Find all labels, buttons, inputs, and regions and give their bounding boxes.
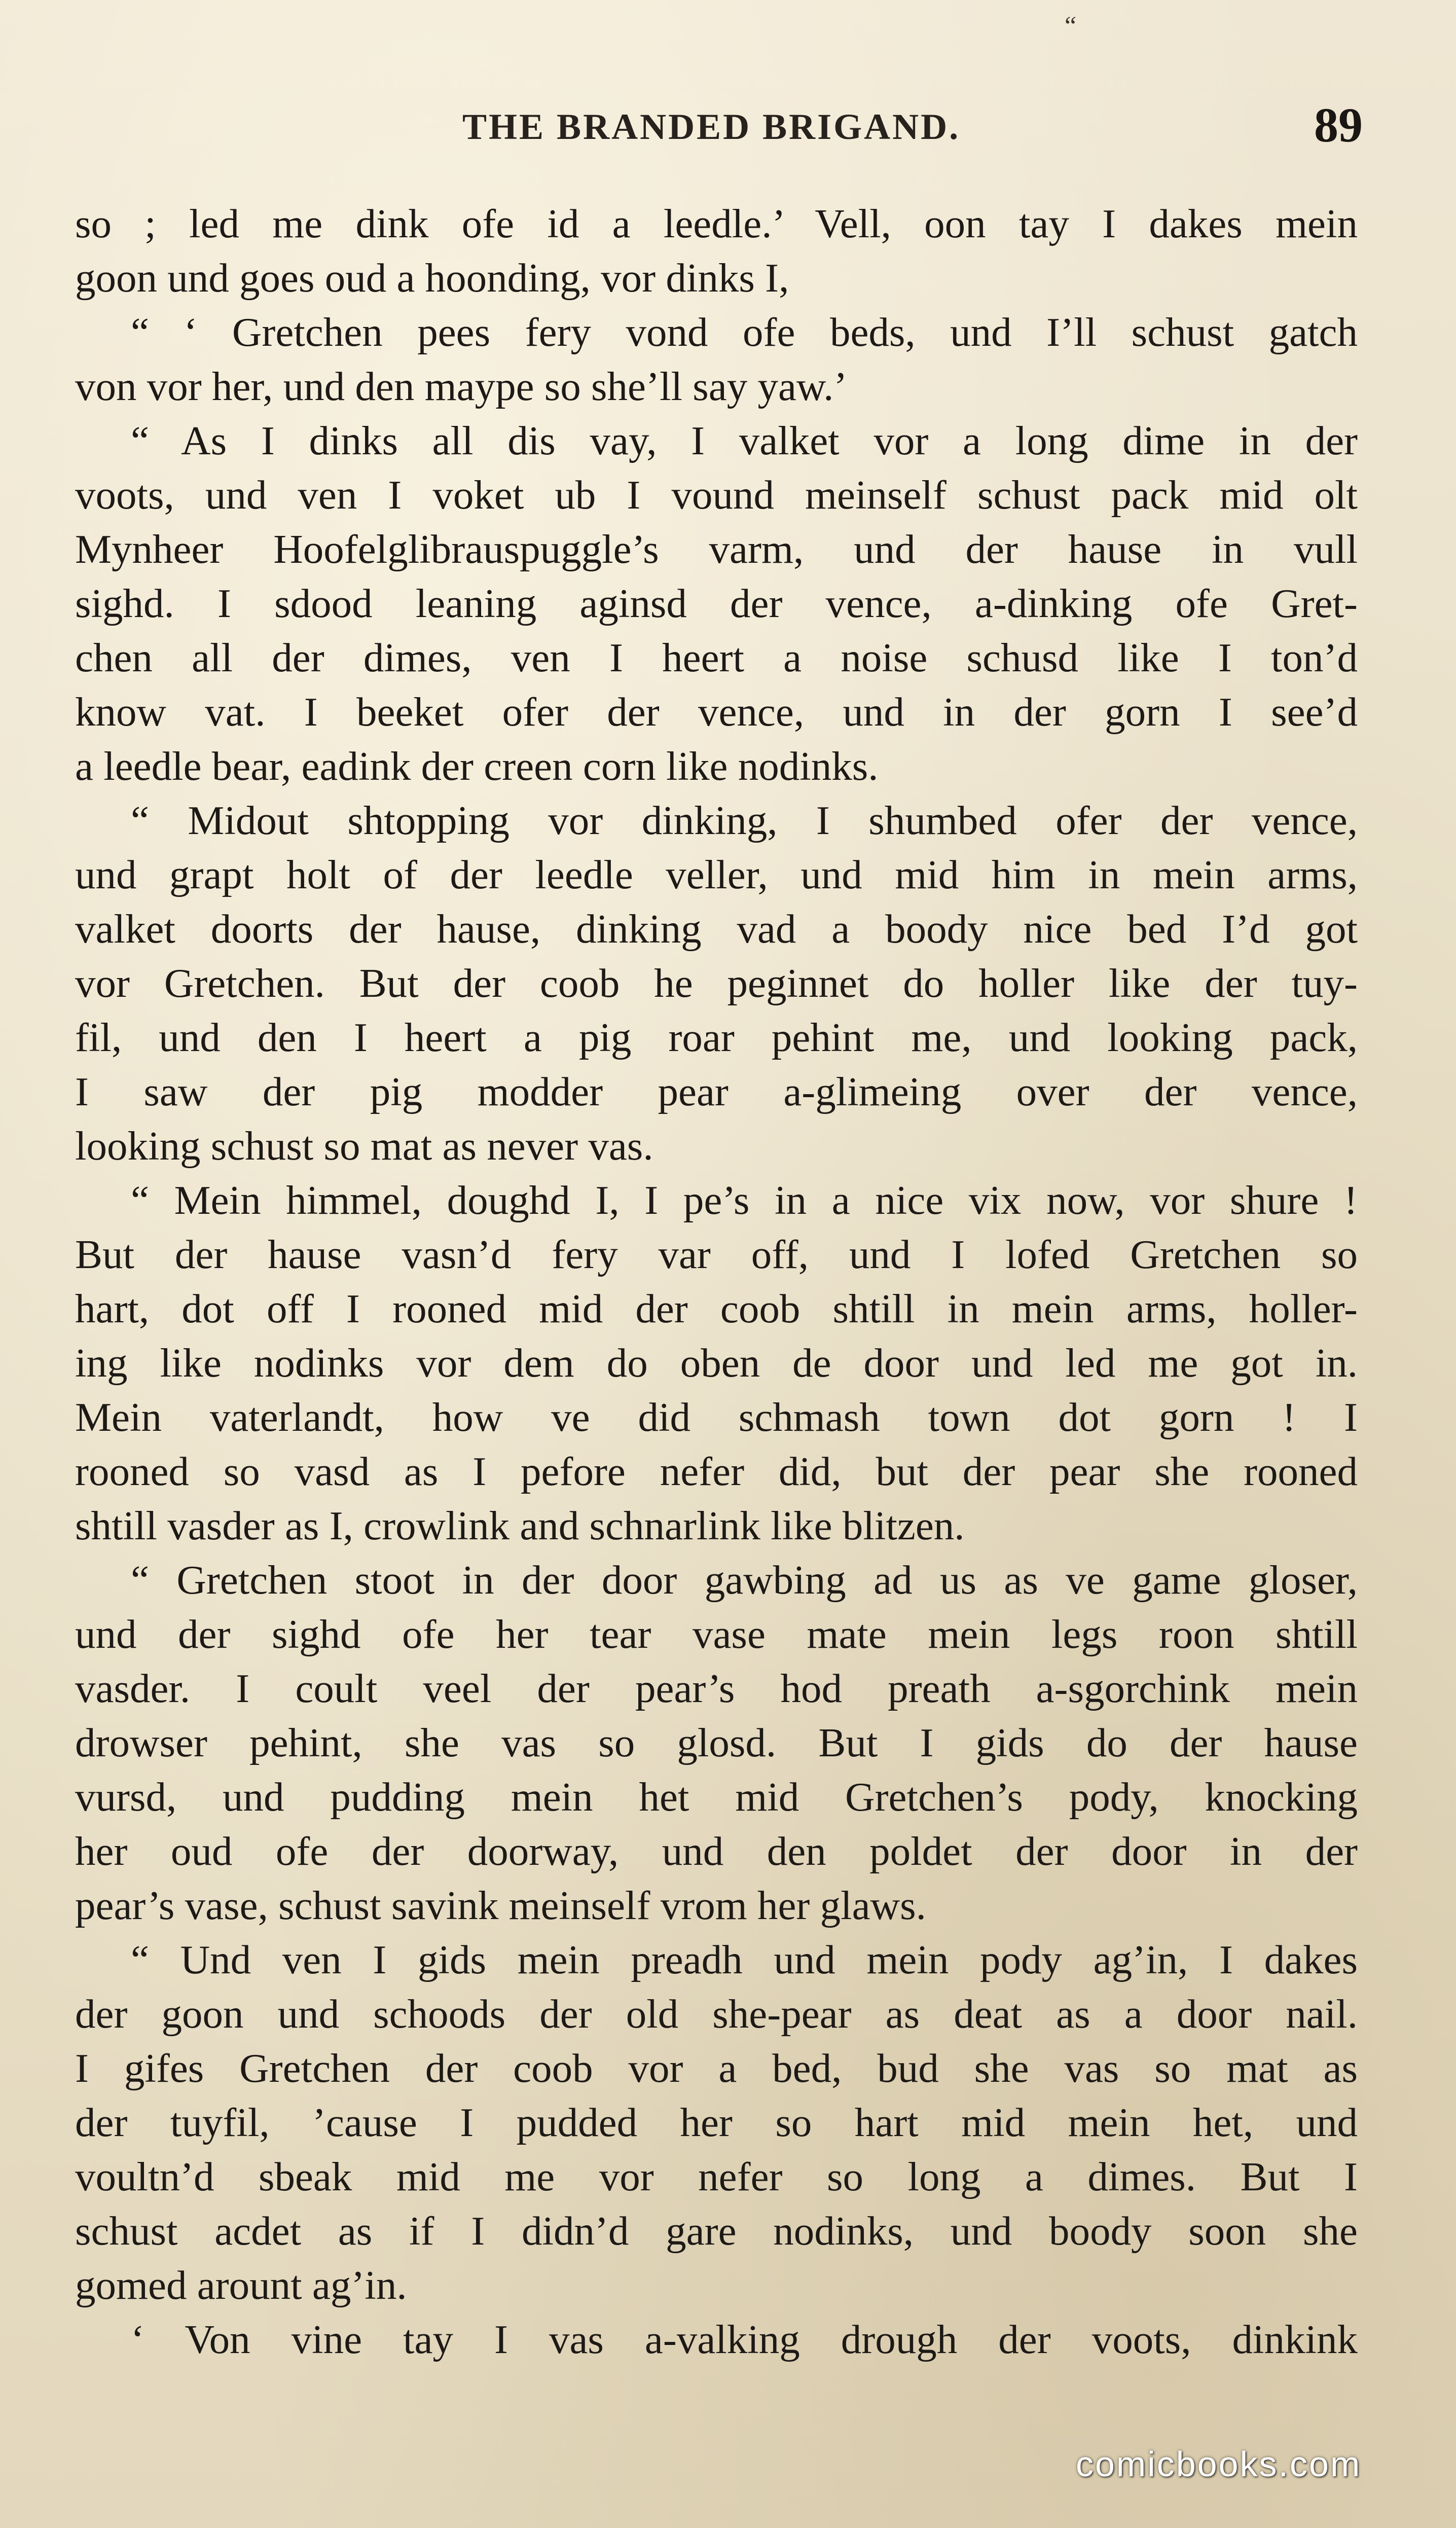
text-line: ing like nodinks vor dem do oben de door und led me got in. (75, 1340, 1358, 1386)
text-line: rooned so vasd as I pefore nefer did, but der pear she rooned (75, 1449, 1358, 1494)
text-line: Mein vaterlandt, how ve did schmash town dot gorn ! I (75, 1394, 1358, 1440)
text-line: voots, und ven I voket ub I vound meinself schust pack mid olt (75, 472, 1358, 518)
text-line: chen all der dimes, ven I heert a noise schusd like I ton’d (75, 635, 1358, 680)
text-line: vor Gretchen. But der coob he peginnet do holler like der tuy- (75, 960, 1358, 1006)
text-line: But der hause vasn’d fery var off, und I lofed Gretchen so (75, 1232, 1358, 1277)
page-number: 89 (1314, 98, 1363, 152)
text-line: pear’s vase, schust savink meinself vrom her glaws. (75, 1883, 926, 1928)
text-line: ‘ Von vine tay I vas a-valking drough der voots, dinkink (131, 2317, 1358, 2362)
text-line: “ Mein himmel, doughd I, I pe’s in a nice vix now, vor shure ! (131, 1177, 1358, 1223)
text-line: “ Und ven I gids mein preadh und mein pody ag’in, I dakes (131, 1937, 1358, 1982)
text-line: Mynheer Hoofelglibrauspuggle’s varm, und der hause in vull (75, 526, 1358, 572)
text-line: von vor her, und den maype so she’ll say yaw.’ (75, 364, 848, 409)
text-line: “ ‘ Gretchen pees fery vond ofe beds, und I’ll schust gatch (131, 309, 1358, 355)
running-head (0, 94, 1456, 150)
body-text (75, 197, 1358, 2367)
text-line: looking schust so mat as never vas. (75, 1123, 653, 1169)
corner-mark: “ (1065, 12, 1077, 41)
text-line: “ Midout shtopping vor dinking, I shumbed ofer der vence, (131, 798, 1358, 843)
text-line: und grapt holt of der leedle veller, und mid him in mein arms, (75, 852, 1358, 897)
text-line: valket doorts der hause, dinking vad a boody nice bed I’d got (75, 906, 1358, 952)
text-line: voultn’d sbeak mid me vor nefer so long a dimes. But I (75, 2154, 1358, 2199)
text-line: I saw der pig modder pear a-glimeing over der vence, (75, 1069, 1358, 1114)
text-line: “ Gretchen stoot in der door gawbing ad us as ve game gloser, (131, 1557, 1358, 1603)
text-line: gomed arount ag’in. (75, 2262, 407, 2308)
text-line: know vat. I beeket ofer der vence, und in der gorn I see’d (75, 689, 1358, 735)
text-line: shtill vasder as I, crowlink and schnarlink like blitzen. (75, 1503, 965, 1548)
text-line: I gifes Gretchen der coob vor a bed, bud she vas so mat as (75, 2045, 1358, 2091)
watermark: comicbooks.com (1076, 2444, 1362, 2484)
running-title: THE BRANDED BRIGAND. (462, 106, 961, 147)
text-line: her oud ofe der doorway, und den poldet der door in der (75, 1828, 1358, 1874)
text-line: goon und goes oud a hoonding, vor dinks I, (75, 255, 789, 301)
text-line: hart, dot off I rooned mid der coob shtill in mein arms, holler- (75, 1286, 1358, 1331)
text-line: so ; led me dink ofe id a leedle.’ Vell, oon tay I dakes mein (75, 201, 1358, 246)
text-line: schust acdet as if I didn’d gare nodinks, und boody soon she (75, 2208, 1358, 2254)
text-line: der goon und schoods der old she-pear as deat as a door nail. (75, 1991, 1358, 2037)
text-line: a leedle bear, eadink der creen corn like nodinks. (75, 743, 879, 789)
text-line: “ As I dinks all dis vay, I valket vor a long dime in der (131, 418, 1358, 463)
text-line: und der sighd ofe her tear vase mate mein legs roon shtill (75, 1611, 1358, 1657)
text-line: sighd. I sdood leaning aginsd der vence, a-dinking ofe Gret- (75, 581, 1358, 626)
text-line: fil, und den I heert a pig roar pehint me, und looking pack, (75, 1015, 1358, 1060)
text-line: vasder. I coult veel der pear’s hod preath a-sgorchink mein (75, 1666, 1358, 1711)
text-line: vursd, und pudding mein het mid Gretchen’s pody, knocking (75, 1774, 1358, 1820)
text-line: der tuyfil, ’cause I pudded her so hart mid mein het, und (75, 2100, 1358, 2145)
text-line: drowser pehint, she vas so glosd. But I gids do der hause (75, 1720, 1358, 1765)
